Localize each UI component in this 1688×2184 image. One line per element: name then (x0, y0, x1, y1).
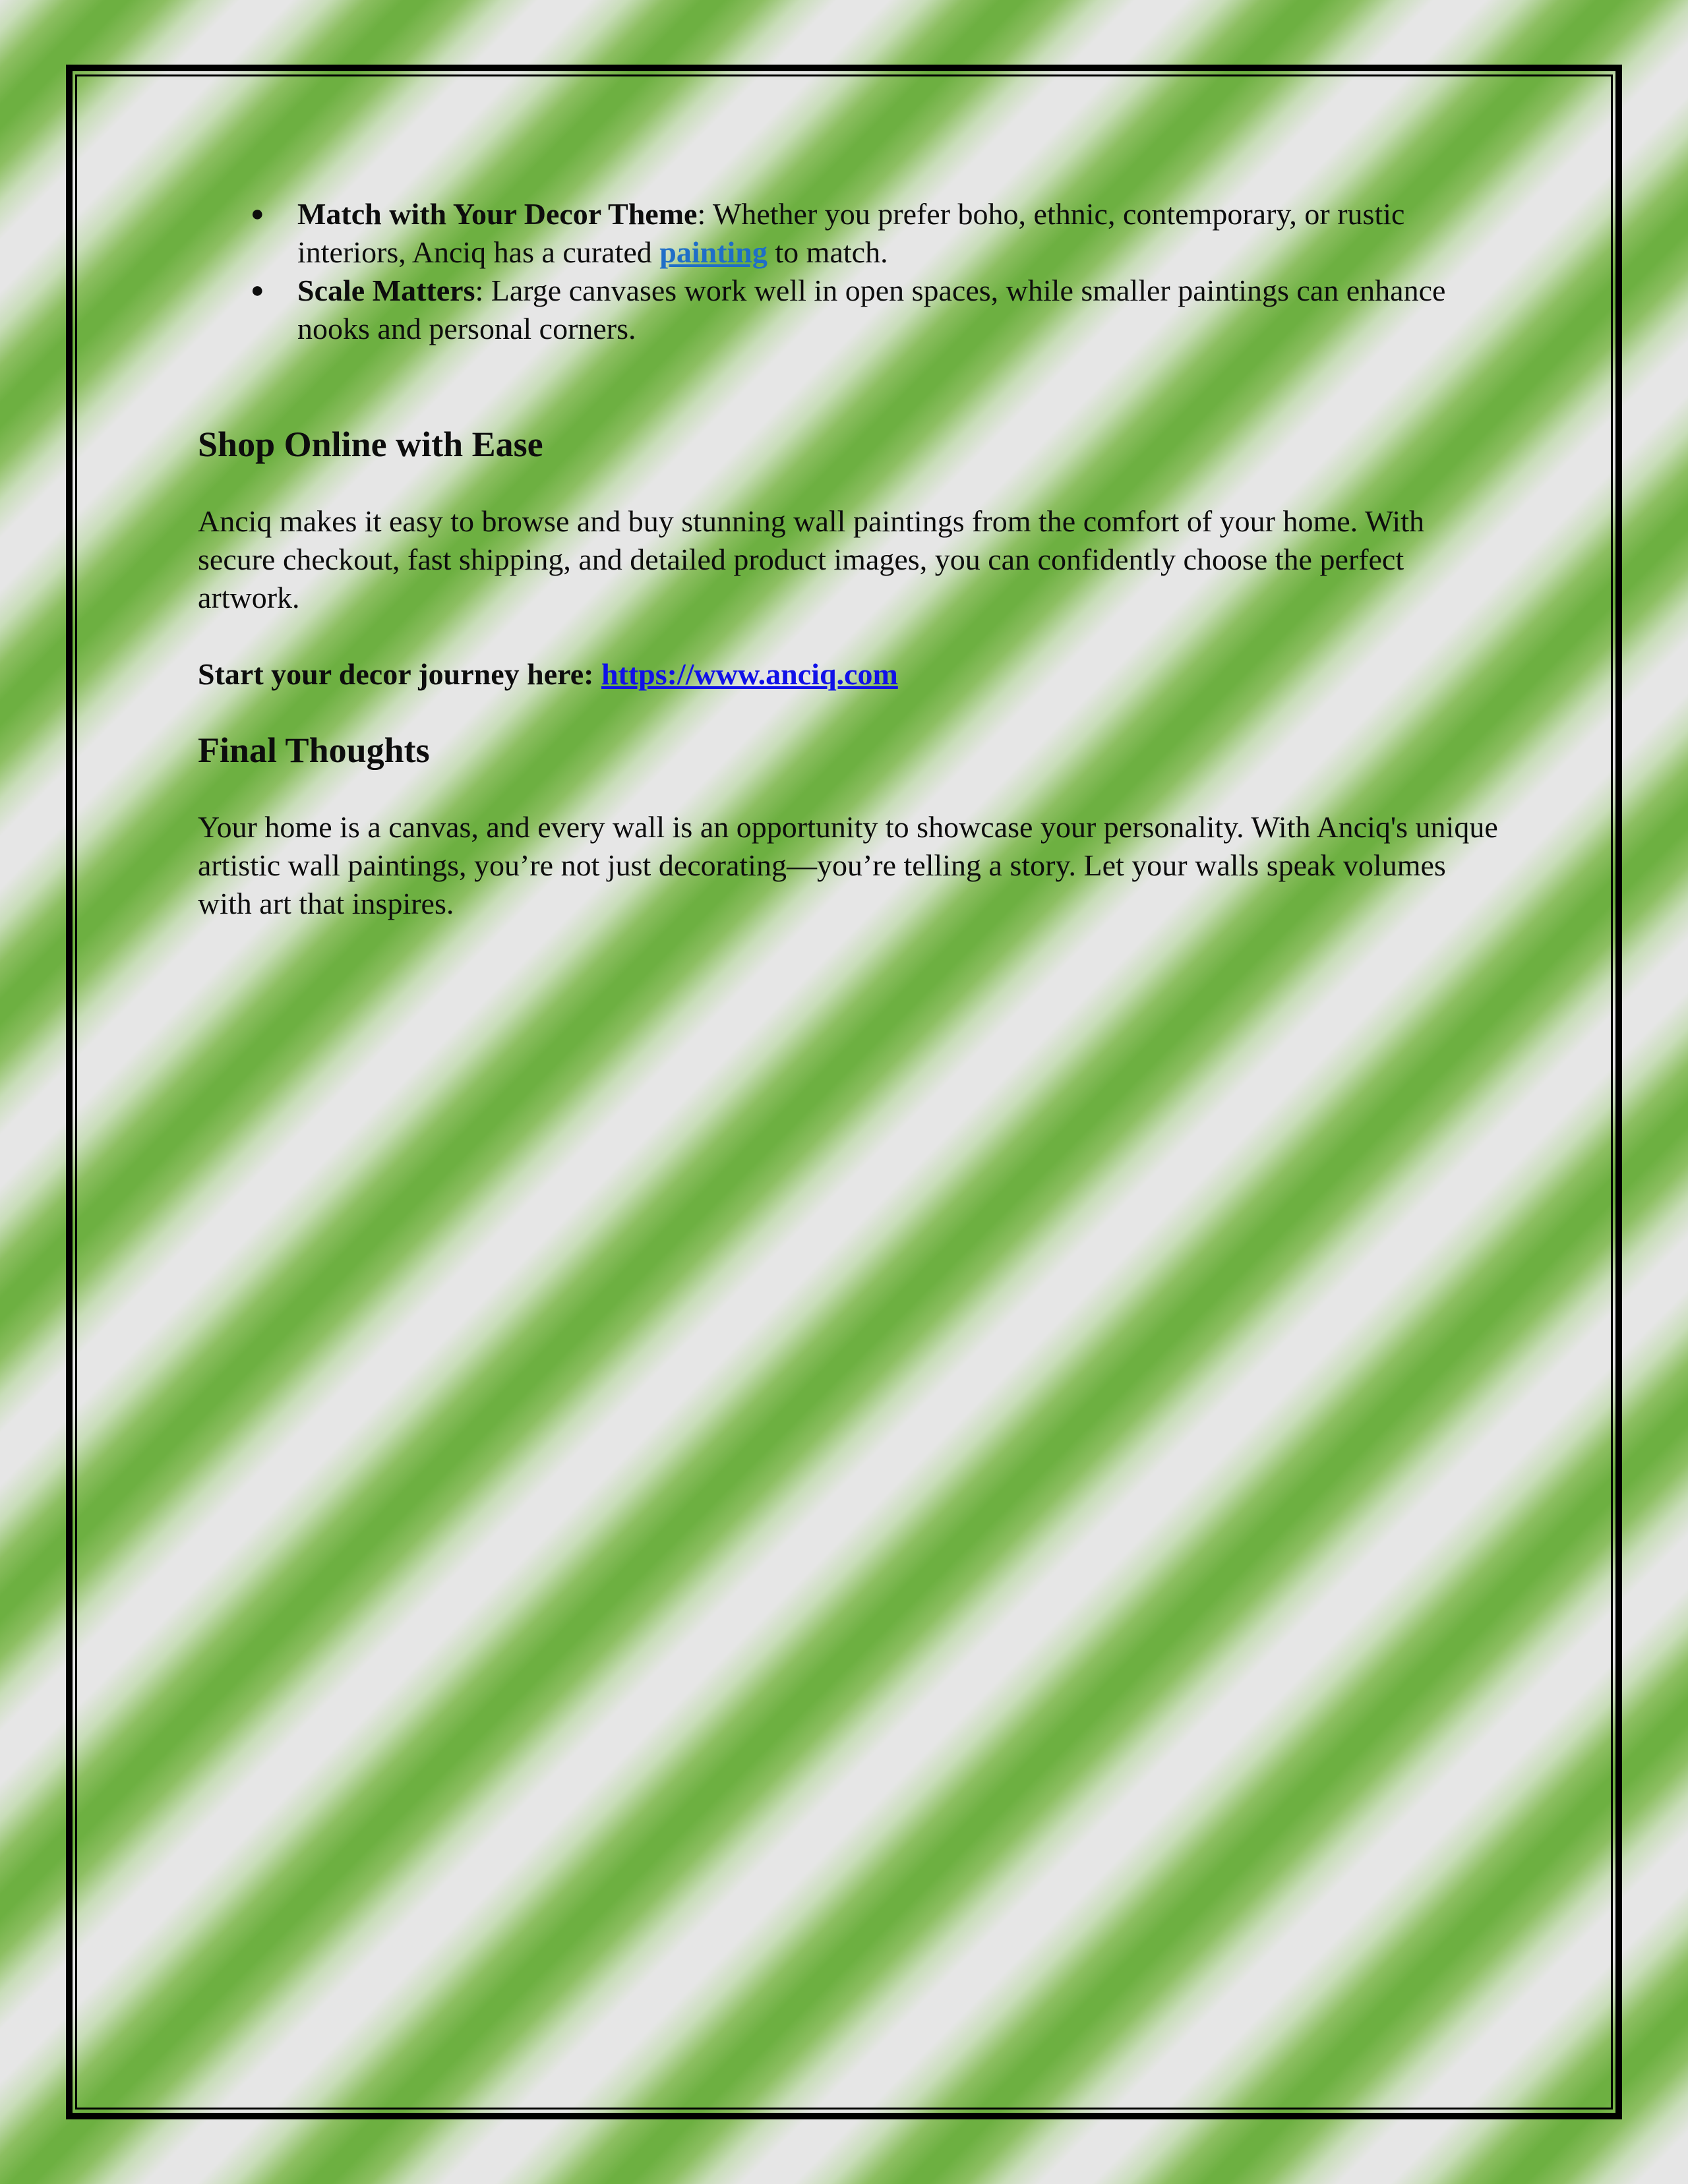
list-item (198, 195, 1503, 272)
bullet-icon: ● (251, 278, 264, 303)
tips-list (198, 195, 1503, 348)
document-body (198, 195, 1503, 923)
final-heading: Final Thoughts (198, 730, 430, 770)
start-journey-label: Start your decor journey here: (198, 657, 601, 691)
painting-link[interactable]: painting (659, 235, 768, 269)
list-item-text: Large canvases work well in open spaces, while smaller paintings can enhance nooks and personal corners. (297, 274, 1446, 345)
shop-paragraph: Anciq makes it easy to browse and buy stunning wall paintings from the comfort of your home. With secure checkout, fast shipping, and detailed product images, you can confidently choose the perfect artwork. (198, 504, 1424, 614)
list-item-text: Whether you prefer boho, ethnic, contemporary, or rustic interiors, Anciq has a curated (297, 197, 1405, 269)
list-item (198, 272, 1503, 348)
list-item-term: Match with Your Decor Theme (297, 197, 698, 231)
list-item-term: Scale Matters (297, 274, 475, 307)
start-journey-line (198, 655, 1503, 694)
final-paragraph: Your home is a canvas, and every wall is an opportunity to showcase your personality. With Anciq's unique artistic wall paintings, you’re not just decorating—you’re telling a story. Let your walls speak volumes with art that inspires. (198, 810, 1498, 920)
shop-heading: Shop Online with Ease (198, 425, 543, 464)
bullet-icon: ● (251, 202, 264, 226)
website-link[interactable]: https://www.anciq.com (601, 657, 898, 691)
list-item-separator: : (475, 274, 491, 307)
list-item-separator: : (697, 197, 713, 231)
list-item-text-end: to match. (767, 235, 888, 269)
